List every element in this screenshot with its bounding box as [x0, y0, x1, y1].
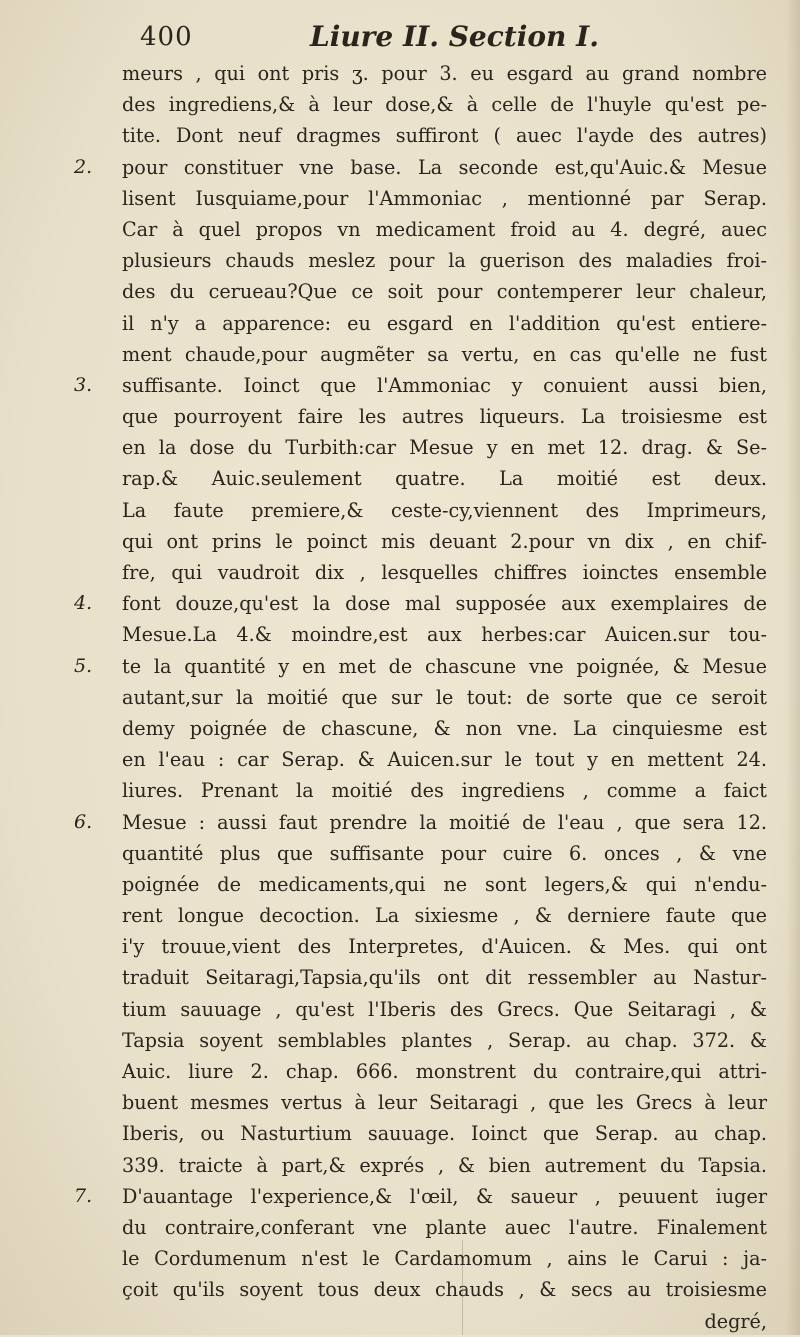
text-line: fre, qui vaudroit dix , lesquelles chiffres ioinctes ensemble: [122, 561, 767, 584]
text-line: du contraire,conferant vne plante auec l'autre. Finalement: [122, 1215, 767, 1239]
gutter-crease: [462, 1240, 463, 1335]
text-line: buent mesmes vertus à leur Seitaragi , que les Grecs à leur: [122, 1091, 767, 1115]
margin-note-number: 4.: [74, 592, 93, 615]
text-line: quantité plus que suffisante pour cuire 6. onces , & vne: [122, 841, 767, 865]
text-line: qui ont prins le poinct mis deuant 2.pour vn dix , en chif-: [122, 529, 767, 553]
text-line: plusieurs chauds meslez pour la guerison des maladies froi-: [122, 249, 767, 273]
text-line: lisent Iusquiame,pour l'Ammoniac , mentionné par Serap.: [122, 186, 767, 210]
margin-note-number: 7.: [74, 1185, 93, 1208]
text-line: te la quantité y en met de chascune vne poignée, & Mesue: [122, 654, 767, 678]
margin-note-number: 5.: [74, 654, 93, 677]
text-line: pour constituer vne base. La seconde est,qu'Auic.& Mesue: [122, 155, 767, 179]
text-line: le Cordumenum n'est le Cardamomum , ains le Carui : ja-: [122, 1247, 767, 1271]
margin-note-number: 6.: [74, 810, 93, 833]
text-line: demy poignée de chascune, & non vne. La cinquiesme est: [122, 716, 767, 740]
margin-note-number: 3.: [74, 374, 93, 396]
page-header: [120, 18, 760, 58]
text-line: traduit Seitaragi,Tapsia,qu'ils ont dit ressembler au Nastur-: [122, 966, 767, 990]
text-line: Car à quel propos vn medicament froid au 4. degré, auec: [122, 217, 767, 241]
text-line: 339. traicte à part,& exprés , & bien autrement du Tapsia.: [122, 1153, 767, 1177]
text-line: en l'eau : car Serap. & Auicen.sur le tout y en mettent 24.: [122, 748, 767, 772]
page-edge-shadow: [786, 0, 800, 1335]
text-line: suffisante. Ioinct que l'Ammoniac y conuient aussi bien,: [122, 373, 767, 397]
text-line: i'y trouue,vient des Interpretes, d'Auicen. & Mes. qui ont: [122, 935, 767, 959]
text-line: Mesue.La 4.& moindre,est aux herbes:car Auicen.sur tou-: [122, 623, 767, 647]
text-line: que pourroyent faire les autres liqueurs. La troisiesme est: [122, 405, 767, 429]
text-line: Iberis, ou Nasturtium sauuage. Ioinct que Serap. au chap.: [122, 1122, 767, 1146]
text-line: ment chaude,pour augmẽter sa vertu, en cas qu'elle ne fust: [122, 342, 767, 366]
text-line: autant,sur la moitié que sur le tout: de sorte que ce seroit: [122, 685, 767, 709]
text-line: rent longue decoction. La sixiesme , & derniere faute que: [122, 904, 767, 928]
text-line: D'auantage l'experience,& l'œil, & saueur , peuuent iuger: [122, 1184, 767, 1208]
text-line: Auic. liure 2. chap. 666. monstrent du contraire,qui attri-: [122, 1060, 767, 1083]
text-line: il n'y a apparence: eu esgard en l'addition qu'est entiere-: [122, 311, 767, 335]
text-line: liures. Prenant la moitié des ingrediens , comme a faict: [122, 779, 767, 803]
running-title: Liure II. Section I.: [310, 20, 599, 53]
margin-note-number: 2.: [74, 155, 93, 178]
text-line: çoit qu'ils soyent tous deux chauds , & secs au troisiesme: [122, 1278, 767, 1302]
page-number: 400: [140, 22, 193, 52]
body-text: [122, 58, 767, 1337]
text-line: en la dose du Turbith:car Mesue y en met 12. drag. & Se-: [122, 436, 767, 460]
text-line: tium sauuage , qu'est l'Iberis des Grecs. Que Seitaragi , &: [122, 997, 767, 1021]
text-line: Mesue : aussi faut prendre la moitié de l'eau , que sera 12.: [122, 810, 767, 834]
text-line: des ingrediens,& à leur dose,& à celle de l'huyle qu'est pe-: [122, 93, 767, 117]
text-line: Tapsia soyent semblables plantes , Serap. au chap. 372. &: [122, 1028, 767, 1052]
text-line: des du cerueau?Que ce soit pour contemperer leur chaleur,: [122, 280, 767, 304]
text-line: meurs , qui ont pris ʒ. pour 3. eu esgard au grand nombre: [122, 62, 767, 85]
text-line: degré,: [704, 1309, 767, 1333]
text-line: La faute premiere,& ceste-cy,viennent des Imprimeurs,: [122, 498, 767, 522]
text-line: tite. Dont neuf dragmes suffiront ( auec l'ayde des autres): [122, 124, 767, 148]
text-line: font douze,qu'est la dose mal supposée aux exemplaires de: [122, 592, 767, 616]
text-line: poignée de medicaments,qui ne sont legers,& qui n'endu-: [122, 872, 767, 896]
text-line: rap.& Auic.seulement quatre. La moitié est deux.: [122, 467, 767, 491]
